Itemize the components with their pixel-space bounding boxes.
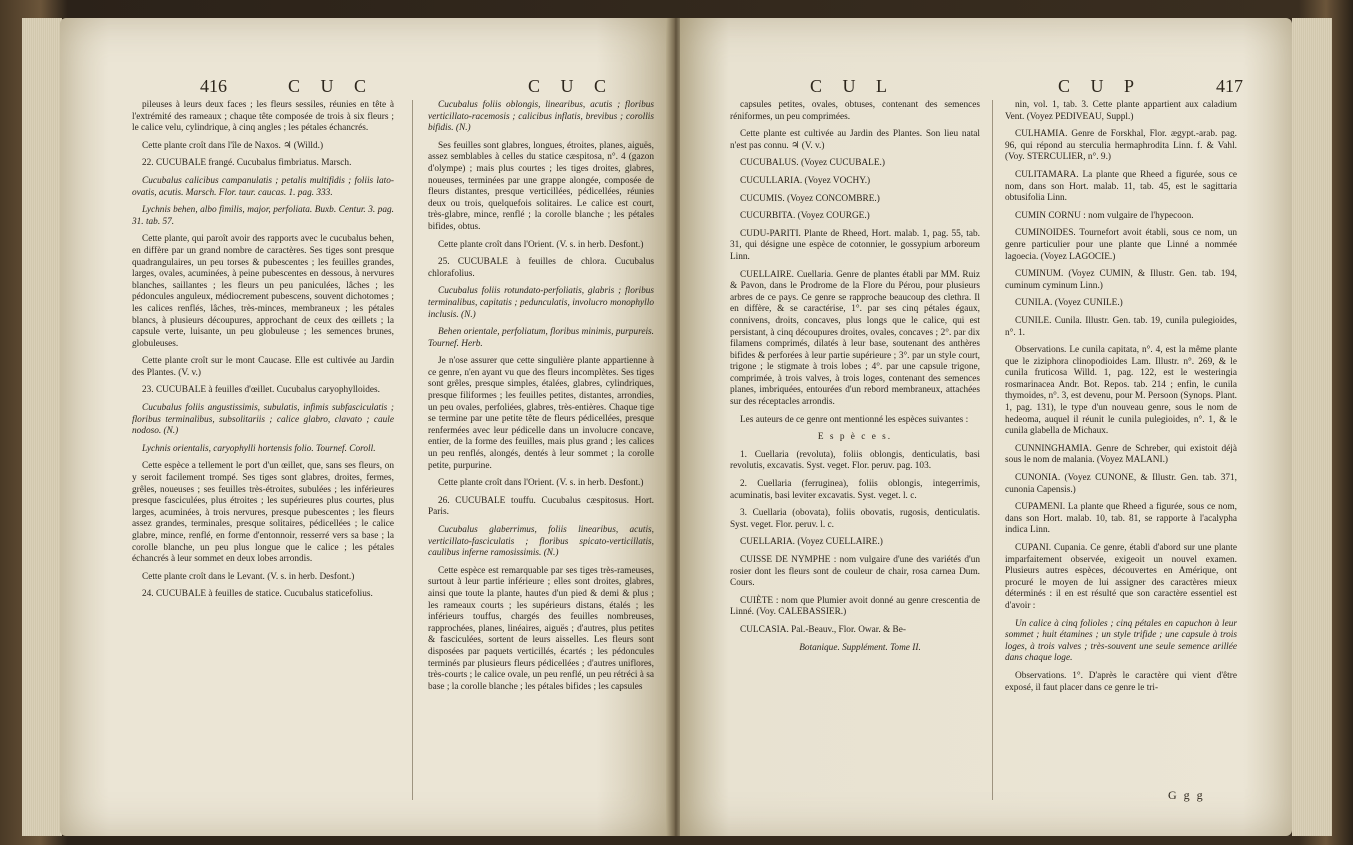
paragraph: CUELLAIRE. Cuellaria. Genre de plantes établi par MM. Ruiz & Pavon, dans le Prodrome de la Flore du Pérou, pour plusieurs arbres de ce pays. Ce genre se rapproche beaucoup des clethra. Il en diffère, & se caractérise, 1°. par ses cinq pétales égaux, connivens, droits, concaves, plus longs que le calice, qui est persistant, à cinq découpures droites, ovales, concaves ; 2°. par dix filamens comprimés, dilatés à leur base, soutenant des anthères bifides & perforées à leur partie supérieure ; 3°. par un style court, trigone ; le stigmate à trois lobes ; 4°. par une capsule trigone, comprimée, à trois valves, à trois loges, contenant des semences planes, imbriquées, entourées d'un rebord membraneux, attachées sur des réceptacles arrondis.: [730, 269, 980, 408]
paragraph: Lychnis orientalis, caryophylli hortensis folio. Tournef. Coroll.: [142, 443, 376, 454]
paragraph: Cette plante croît dans le Levant. (V. s. in herb. Desfont.): [142, 571, 355, 582]
left-running-head: C U C: [288, 76, 375, 96]
paragraph: Les auteurs de ce genre ont mentionné les espèces suivantes :: [740, 414, 969, 425]
right-page-edges: [1292, 18, 1332, 836]
footer-line: Botanique. Supplément. Tome II.: [799, 642, 921, 653]
paragraph: 1. Cuellaria (revoluta), foliis oblongis, denticulatis, basi revolutis, excavatis. Syst. veget. Flor. peruv. pag. 103.: [730, 449, 980, 472]
paragraph: Cette plante croît dans l'île de Naxos. ♃ (Willd.): [142, 140, 324, 151]
paragraph: CUNNINGHAMIA. Genre de Schreber, qui existoit déjà sous le nom de malania. (Voyez MALANI.): [1005, 443, 1237, 466]
paragraph: Cette espèce a tellement le port d'un œillet, que, sans ses fleurs, on y seroit facilement trompé. Ses tiges sont glabres, droites, fermes, grêles, noueuses ; ses feuilles très-étroites, subulées ; les inférieures presque fasciculées, plus étroites ; les supérieures plus courtes, plus larges, acuminées, à trois nervures, presque pubescentes ; les fleurs assez grandes, terminales, presque solitaires, pédicellées ; le calice glabre, mince, renflé, en forme d'entonnoir, resserré vers sa base ; la corolle blanche, un peu plus longue que le calice ; les pétales échancrés à leur sommet en deux lobes arrondis.: [132, 461, 394, 565]
paragraph: CUDU-PARITI. Plante de Rheed, Hort. malab. 1, pag. 55, tab. 31, qui désigne une espèce de cotonnier, le gossypium arboreum Linn.: [730, 228, 980, 262]
paragraph: CUIÈTE : nom que Plumier avoit donné au genre crescentia de Linné. (Voy. CALEBASSIER.): [730, 595, 980, 618]
paragraph: Observations. 1°. D'après le caractère qui vient d'être exposé, il faut placer dans ce genre le tri-: [1005, 670, 1237, 693]
right-column-1: [730, 100, 980, 660]
paragraph: Cucubalus foliis rotundato-perfoliatis, glabris ; floribus terminalibus, capitatis ; pedunculatis, involucro monophyllo inclusis. (N.): [428, 286, 654, 320]
left-running-head-2: C U C: [528, 76, 615, 96]
paragraph: CUNILE. Cunila. Illustr. Gen. tab. 19, cunila pulegioides, n°. 1.: [1005, 315, 1237, 338]
paragraph: CUPAMENI. La plante que Rheed a figurée, sous ce nom, dans son Hort. malab. 10, tab. 81, se rapporte à l'acalypha indica Linn.: [1005, 502, 1237, 536]
paragraph: Lychnis behen, albo fimilis, major, perfoliata. Buxb. Centur. 3. pag. 31. tab. 57.: [132, 205, 394, 227]
paragraph: pileuses à leurs deux faces ; les fleurs sessiles, réunies en tête à l'extrémité des rameaux ; chaque tête composée de trois à six fleurs ; le calice velu, cylindrique, à cinq angles ; les pétales échancrés.: [132, 100, 394, 134]
paragraph: Observations. Le cunila capitata, n°. 4, est la même plante que le ziziphora clinopodioides Lam. Illustr. n°. 269, & le cunila fruticosa Willd. 1, pag. 122, est le westeringia rosmarinacea Andr. Bot. Repos. tab. 214 ; enfin, le cunila thymoides, n°. 3, est devenu, pour M. Persoon (Synops. Plant. 1, pag. 131), le type d'un nouveau genre, sous le nom de hedeoma, auquel il réunit le cunila pulegioides, n°. 1, & le cunila glabella de Michaux.: [1005, 345, 1237, 437]
paragraph: 2. Cuellaria (ferruginea), foliis oblongis, integerrimis, acuminatis, basi leviter excavatis. Syst. veget. l. c.: [730, 479, 980, 501]
paragraph: 25. CUCUBALE à feuilles de chlora. Cucubalus chlorafolius.: [428, 257, 654, 279]
paragraph: 22. CUCUBALE frangé. Cucubalus fimbriatus. Marsch.: [142, 158, 352, 169]
paragraph: CULITAMARA. La plante que Rheed a figurée, sous ce nom, dans son Hort. malab. 11, tab. 45, est le sagittaria obtusifolia Linn.: [1005, 169, 1237, 204]
paragraph: CUCUBALUS. (Voyez CUCUBALE.): [740, 158, 885, 169]
right-running-head-right: C U P: [1058, 76, 1143, 96]
paragraph: Je n'ose assurer que cette singulière plante appartienne à ce genre, n'en ayant vu que des fleurs incomplètes. Ses tiges sont grêles, presque simples, étalées, glabres, cylindriques, presque filiformes ; les feuilles petites, distantes, arrondies, un peu ovales, perfoliées, glabres, très-entières. Chaque tige se termine par une petite tête de fleurs pédicellées, presque renfermées avec leur pédicelle dans un involucre concave, entier, de la forme des feuilles, mais plus grand ; les calices un peu renflés, alongés, dentés à leur sommet ; la corolle petite, purpurine.: [428, 356, 654, 471]
paragraph: CUMINOIDES. Tournefort avoit établi, sous ce nom, un genre particulier pour une plante que Linné a nommée lagoecia. (Voyez LAGOCIE.): [1005, 228, 1237, 262]
paragraph: CUNILA. (Voyez CUNILE.): [1015, 298, 1123, 309]
paragraph: E s p è c e s.: [817, 432, 893, 443]
left-page-number: 416: [200, 76, 227, 96]
right-page: [680, 18, 1292, 836]
right-column-2: [1005, 100, 1237, 700]
paragraph: 26. CUCUBALE touffu. Cucubalus cæspitosus. Hort. Paris.: [428, 495, 654, 518]
paragraph: Cucubalus foliis angustissimis, subulatis, infimis subfasciculatis ; floribus terminalibus, subsolitariis ; calice glabro, clavato ; caule nodoso. (N.): [132, 403, 394, 437]
paragraph: CUNONIA. (Voyez CUNONE, & Illustr. Gen. tab. 371, cunonia Capensis.): [1005, 473, 1237, 495]
paragraph: Cette plante est cultivée au Jardin des Plantes. Son lieu natal n'est pas connu. ♃ (V. v.): [730, 129, 980, 151]
paragraph: CUPANI. Cupania. Ce genre, établi d'abord sur une plante imparfaitement observée, exigeoit un nouvel examen. Plusieurs autres espèces, découvertes en Amérique, ont procuré le moyen de lui assigner des caractères mieux déterminés : il en est résulté que son caractère essentiel est d'avoir :: [1005, 543, 1237, 611]
paragraph: CUCURBITA. (Voyez COURGE.): [740, 211, 870, 222]
right-running-head-left: C U L: [810, 76, 895, 96]
paragraph: Cucubalus calicibus campanulatis ; petalis multifidis ; foliis lato-ovatis, acutis. Marsch. Flor. taur. caucas. 1. pag. 333.: [132, 175, 394, 198]
left-column-2: [428, 100, 654, 699]
paragraph: CUELLARIA. (Voyez CUELLAIRE.): [740, 537, 883, 548]
paragraph: CULHAMIA. Genre de Forskhal, Flor. ægypt.-arab. pag. 96, qui répond au sterculia hermaphrodita Linn. f. & Vahl. (Voy. STERCULIER, n°. 9.): [1005, 129, 1237, 163]
paragraph: CUMIN CORNU : nom vulgaire de l'hypecoon.: [1015, 210, 1194, 221]
paragraph: capsules petites, ovales, obtuses, contenant des semences réniformes, un peu comprimées.: [730, 100, 980, 122]
paragraph: nin, vol. 1, tab. 3. Cette plante appartient aux caladium Vent. (Voyez PEDIVEAU, Suppl.): [1005, 100, 1237, 122]
paragraph: Cette espèce est remarquable par ses tiges très-rameuses, surtout à leur partie inférieure ; elles sont droites, glabres, ainsi que toute la plante, hautes d'un pied & demi & plus ; les rameaux courts ; les supérieurs distans, étalés ; les inférieurs touffus, chargés des feuilles nombreuses, rapprochées, planes, linéaires, aiguës ; d'autres, plus petites & fasciculées, sortent de leurs aisselles. Les fleurs sont disposées par paquets verticillés, écartés ; les pédoncules terminés par plusieurs fleurs pédicellées ; d'autres uniflores, très-courts ; le calice ovale, un peu renflé, un peu rétréci à sa base ; la corolle blanche ; les pétales bifides ; les capsules: [428, 565, 654, 692]
paragraph: CUISSE DE NYMPHE : nom vulgaire d'une des variétés d'un rosier dont les fleurs sont de couleur de chair, rosa carnea Dum. Cours.: [730, 555, 980, 589]
left-page: [60, 18, 670, 836]
signature-mark: G g g: [1168, 788, 1205, 802]
right-page-number: 417: [1216, 76, 1243, 96]
paragraph: Cette plante croît sur le mont Caucase. Elle est cultivée au Jardin des Plantes. (V. v.): [132, 356, 394, 378]
paragraph: Cucubalus glaberrimus, foliis linearibus, acutis, verticillato-fasciculatis ; floribus spicato-verticillatis, caulibus inferne ramosissimis. (N.): [428, 525, 654, 559]
paragraph: CUMINUM. (Voyez CUMIN, & Illustr. Gen. tab. 194, cuminum cyminum Linn.): [1005, 269, 1237, 291]
paragraph: Cette plante croît dans l'Orient. (V. s. in herb. Desfont.): [438, 478, 644, 489]
paragraph: CULCASIA. Pal.-Beauv., Flor. Owar. & Be-: [740, 624, 906, 635]
column-divider: [412, 100, 413, 800]
paragraph: CUCUMIS. (Voyez CONCOMBRE.): [740, 193, 880, 204]
paragraph: 24. CUCUBALE à feuilles de statice. Cucubalus staticefolius.: [142, 589, 373, 600]
left-column-1: [132, 100, 394, 607]
paragraph: Cucubalus foliis oblongis, linearibus, acutis ; floribus verticillato-racemosis ; calicibus inflatis, brevibus ; corollis bifidis. (N.): [428, 100, 654, 134]
paragraph: Un calice à cinq folioles ; cinq pétales en capuchon à leur sommet ; huit étamines ; un style trifide ; une capsule à trois loges, à trois valves ; très-souvent une seule semence arillée dans chaque loge.: [1005, 618, 1237, 664]
paragraph: 23. CUCUBALE à feuilles d'œillet. Cucubalus caryophylloides.: [142, 385, 380, 396]
paragraph: Cette plante croît dans l'Orient. (V. s. in herb. Desfont.): [438, 239, 644, 250]
paragraph: Cette plante, qui paroît avoir des rapports avec le cucubalus behen, en diffère par un grand nombre de caractères. Ses tiges sont presque quadrangulaires, un peu torses & pubescentes ; les feuilles grandes, larges, ovales, acuminées, à peine pubescentes en dessous, à nervures blanches, saillantes ; les fleurs un peu paniculées, lâches ; les pédoncules anguleux, médiocrement pubescens, souvent dichotomes ; les calices renflés, lâches, très-minces, membraneux ; les pétales blancs, à plusieurs découpures, approchant de ceux des œillets ; la capsule verte, luisante, un peu globuleuse ; les semences brunes, globuleuses.: [132, 234, 394, 349]
paragraph: CUCULLARIA. (Voyez VOCHY.): [740, 175, 871, 186]
paragraph: 3. Cuellaria (obovata), foliis obovatis, rugosis, denticulatis. Syst. veget. Flor. peruv. l. c.: [730, 508, 980, 530]
paragraph: Behen orientale, perfoliatum, floribus minimis, purpureis. Tournef. Herb.: [428, 327, 654, 349]
left-page-edges: [22, 18, 62, 836]
column-divider-right: [992, 100, 993, 800]
paragraph: Ses feuilles sont glabres, longues, étroites, planes, aiguës, assez semblables à celles du statice cæspitosa, n°. 4 (gazon d'olympe) ; mais plus courtes ; les tiges droites, glabres, noueuses, terminées par une grappe alongée, composée de fleurs distantes, presque verticillées, pédicellées, réunies deux ou trois, quelquefois solitaires. Le calice est court, très-glabre, mince, renflé ; la corolle blanche ; les pétales bifides, obtus.: [428, 140, 654, 232]
